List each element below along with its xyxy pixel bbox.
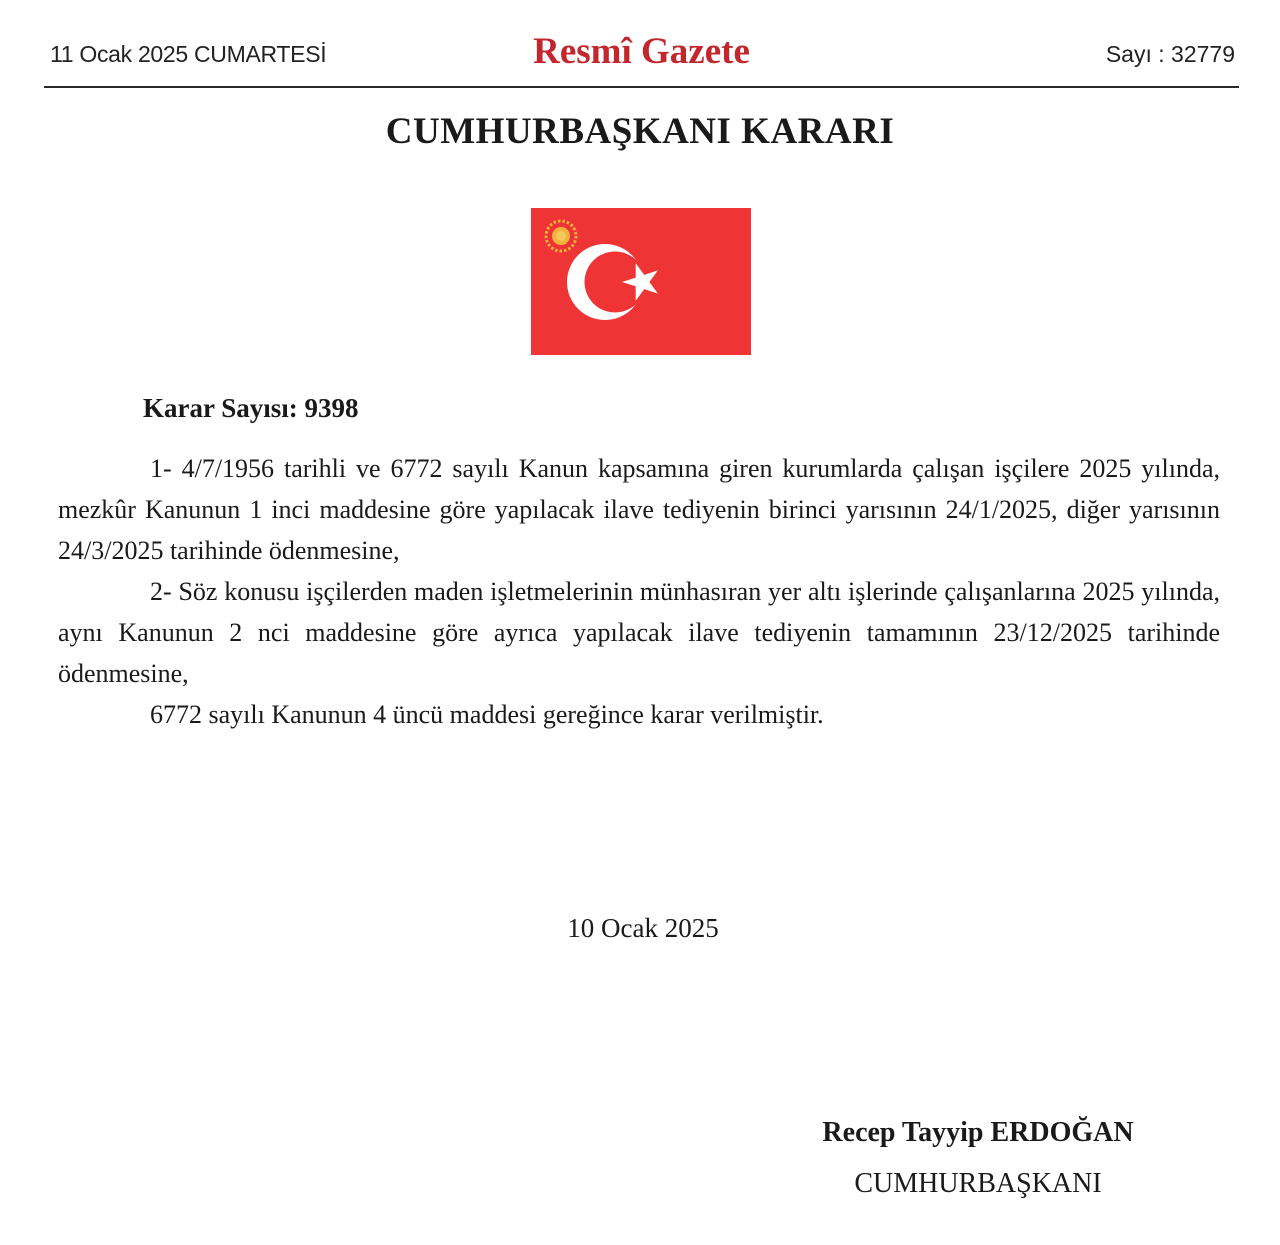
closing-statement: 6772 sayılı Kanunun 4 üncü maddesi gereğince karar verilmiştir. (150, 700, 824, 729)
article-1: 1- 4/7/1956 tarihli ve 6772 sayılı Kanun kapsamına giren kurumlarda çalışan işçilere 2025 yılında, mezkûr Kanunun 1 inci maddesine göre yapılacak ilave tediyenin birinci yarısının 24/1/2025, diğer yarısının 24/3/2025 tarihinde ödenmesine, (58, 454, 1220, 565)
decision-body (58, 448, 1220, 735)
article-2: 2- Söz konusu işçilerden maden işletmelerinin münhasıran yer altı işlerinde çalışanlarına 2025 yılında, aynı Kanunun 2 nci maddesine göre ayrıca yapılacak ilave tediyenin tamamının 23/12/2025 tarihinde ödenmesine, (58, 577, 1220, 688)
flag-graphic (531, 208, 751, 355)
issue-number: Sayı : 32779 (1105, 41, 1235, 67)
gazette-header (44, 28, 1239, 88)
turkish-flag-icon (531, 208, 751, 355)
gazette-title: Resmî Gazete (533, 31, 750, 72)
signer-name: Recep Tayyip ERDOĞAN (822, 1117, 1134, 1148)
signing-date: 10 Ocak 2025 (567, 913, 719, 943)
signer-title: CUMHURBAŞKANI (854, 1168, 1102, 1199)
document-title: CUMHURBAŞKANI KARARI (385, 111, 895, 152)
publication-date: 11 Ocak 2025 CUMARTESİ (50, 41, 327, 67)
decision-number: Karar Sayısı: 9398 (143, 393, 359, 423)
